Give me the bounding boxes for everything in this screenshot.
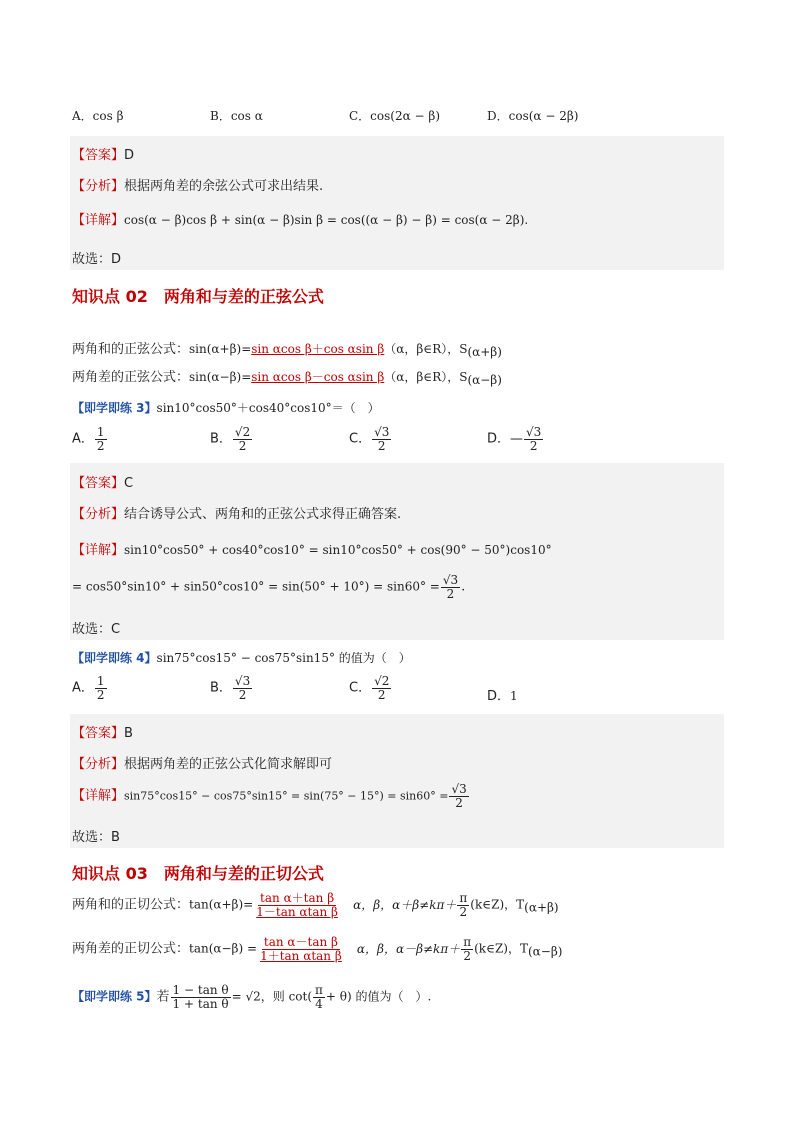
option-label: D．— <box>487 431 524 447</box>
formula-label: 两角差的正弦公式： <box>72 370 190 385</box>
fraction-denominator: 2 <box>377 438 386 453</box>
answer-value: C <box>124 476 134 491</box>
analysis-line <box>72 503 401 522</box>
option-label: B． <box>210 431 232 447</box>
option-d <box>487 426 544 452</box>
fraction-denominator: 1 + tan θ <box>172 996 229 1011</box>
option-a: A．cos β <box>72 109 124 123</box>
option-b <box>210 675 253 701</box>
answer-line <box>72 472 133 491</box>
formula-subscript: (α−β) <box>467 373 502 387</box>
section-heading: 知识点 03 两角和与差的正切公式 <box>72 864 324 883</box>
fraction-denominator: 2 <box>377 687 386 702</box>
formula-label: 两角和的正切公式： <box>72 897 190 913</box>
option-label: A． <box>72 680 94 696</box>
formula-lhs: sin(α−β)= <box>189 370 252 384</box>
option-b: B．cos α <box>210 109 263 123</box>
formula-condition: (k∈Z)，T <box>474 941 528 956</box>
fraction-denominator: 1－tan αtan β <box>256 904 338 919</box>
fraction-numerator: 1 − tan θ <box>172 983 229 997</box>
fraction-denominator: 2 <box>446 586 455 601</box>
formula-sin-diff <box>72 366 502 387</box>
fraction-numerator: tan α－tan β <box>263 935 338 949</box>
formula-label: 两角和的正弦公式： <box>72 342 190 357</box>
formula-condition: (k∈Z)，T <box>470 897 525 912</box>
answer-value: B <box>124 726 133 741</box>
fraction-denominator: 2 <box>96 687 105 702</box>
fraction-denominator: 2 <box>455 795 463 810</box>
option-label: A． <box>72 431 94 447</box>
detail-tag: 【详解】 <box>72 543 125 558</box>
fraction-numerator: 1 <box>96 674 105 688</box>
formula-rhs: sin αcos β－cos αsin β <box>251 370 385 384</box>
formula-condition: α，β，α－β≠kπ＋ <box>356 941 461 956</box>
option-c <box>349 426 392 452</box>
option-d <box>487 685 518 704</box>
analysis-tag: 【分析】 <box>72 507 125 522</box>
exercise-text: 若 <box>156 989 170 1005</box>
exercise-tag: 【即学即练 5】 <box>72 989 157 1004</box>
exercise-text: + θ) 的值为（ ）. <box>325 989 432 1004</box>
fraction-numerator: √3 <box>451 782 467 796</box>
option-c: C．cos(2α − β) <box>349 109 441 123</box>
fraction-numerator: π <box>463 935 472 949</box>
formula-condition: （α，β∈R），S <box>384 370 468 384</box>
exercise-stem: sin10°cos50°＋cos40°cos10°＝（ ） <box>156 401 380 415</box>
formula-subscript: (α+β) <box>467 345 502 359</box>
fraction-denominator: 1＋tan αtan β <box>260 948 342 963</box>
fraction-denominator: 4 <box>315 996 323 1011</box>
formula-tan-sum <box>72 892 559 918</box>
fraction-numerator: tan α＋tan β <box>260 891 335 905</box>
exercise-4 <box>72 649 411 666</box>
fraction-numerator: π <box>459 891 468 905</box>
fraction-numerator: 1 <box>96 425 105 439</box>
fraction-numerator: √3 <box>234 674 251 688</box>
answer-line <box>72 144 134 163</box>
detail-tag: 【详解】 <box>72 213 125 228</box>
answer-tag: 【答案】 <box>72 476 125 491</box>
exercise-tag: 【即学即练 3】 <box>72 401 157 415</box>
fraction-numerator: √2 <box>234 425 251 439</box>
option-a <box>72 426 108 452</box>
detail-line-2: = cos50°sin10° + sin50°cos10° = sin(50° + 10°) = sin60° = $\frac{√3}{2}$ . <box>72 573 466 601</box>
formula-condition: （α，β∈R），S <box>384 342 468 356</box>
fraction-denominator: 2 <box>463 948 471 963</box>
solution-box-q4 <box>70 714 724 848</box>
detail-text: sin75°cos15° − cos75°sin15° = sin(75° − 15°) = sin60° = <box>124 789 449 803</box>
formula-tan-diff <box>72 936 562 962</box>
option-value: 1 <box>510 689 518 703</box>
fraction-numerator: √3 <box>442 573 459 587</box>
fraction-denominator: 2 <box>238 438 247 453</box>
fraction-numerator: √2 <box>374 674 390 688</box>
analysis-tag: 【分析】 <box>72 757 125 772</box>
formula-lhs: tan(α−β) = <box>189 941 258 956</box>
option-a <box>72 675 108 701</box>
fraction-denominator: 2 <box>96 438 105 453</box>
fraction-numerator: √3 <box>374 425 390 439</box>
detail-text: cos(α − β)cos β + sin(α − β)sin β = cos((α − β) − β) = cos(α − 2β). <box>124 213 529 227</box>
detail-tag: 【详解】 <box>72 788 125 804</box>
fraction-denominator: 2 <box>238 687 247 702</box>
choice-text: 故选：B <box>72 830 120 845</box>
choice-text: 故选：D <box>72 252 122 267</box>
fraction-denominator: 2 <box>459 904 468 919</box>
answer-tag: 【答案】 <box>72 726 125 741</box>
analysis-line <box>72 175 323 194</box>
detail-line <box>72 783 470 809</box>
formula-lhs: sin(α+β)= <box>189 342 252 356</box>
analysis-text: 结合诱导公式、两角和的正弦公式求得正确答案. <box>124 507 402 522</box>
option-label: D． <box>487 689 511 704</box>
answer-line <box>72 722 133 741</box>
detail-line <box>72 209 528 228</box>
exercise-tag: 【即学即练 4】 <box>72 651 157 665</box>
analysis-text: 根据两角差的余弦公式可求出结果. <box>124 179 324 194</box>
option-label: C． <box>349 680 372 696</box>
exercise-3 <box>72 399 380 416</box>
formula-rhs: sin αcos β＋cos αsin β <box>251 342 385 356</box>
exercise-5 <box>72 984 431 1010</box>
section-heading: 知识点 02 两角和与差的正弦公式 <box>72 287 324 306</box>
formula-condition: α，β，α＋β≠kπ＋ <box>353 897 457 912</box>
option-b <box>210 426 253 452</box>
answer-tag: 【答案】 <box>72 148 125 163</box>
exercise-text: = √2，则 cot( <box>231 989 313 1004</box>
option-c <box>349 675 392 701</box>
formula-lhs: tan(α+β)= <box>189 897 254 912</box>
choice-text: 故选：C <box>72 622 121 637</box>
option-d: D．cos(α − 2β) <box>487 109 579 123</box>
exercise-stem: sin75°cos15° − cos75°sin15° 的值为（ ） <box>156 651 411 665</box>
detail-text: = cos50°sin10° + sin50°cos10° = sin(50° + 10°) = sin60° = <box>72 579 440 594</box>
formula-subscript: (α+β) <box>524 900 559 915</box>
analysis-tag: 【分析】 <box>72 179 125 194</box>
formula-sin-sum <box>72 338 502 359</box>
solution-box-q2 <box>70 136 724 270</box>
fraction-numerator: π <box>315 983 323 997</box>
fraction-numerator: √3 <box>526 425 542 439</box>
analysis-text: 根据两角差的正弦公式化简求解即可 <box>124 757 333 772</box>
answer-value: D <box>124 148 135 163</box>
option-label: B． <box>210 680 232 696</box>
detail-text: sin10°cos50° + cos40°cos10° = sin10°cos50° + cos(90° − 50°)cos10° <box>124 543 552 557</box>
formula-subscript: (α−β) <box>527 944 563 959</box>
fraction-denominator: 2 <box>529 438 538 453</box>
detail-line <box>72 539 552 558</box>
option-label: C． <box>349 431 372 447</box>
formula-label: 两角差的正切公式： <box>72 941 190 957</box>
analysis-line <box>72 753 332 772</box>
